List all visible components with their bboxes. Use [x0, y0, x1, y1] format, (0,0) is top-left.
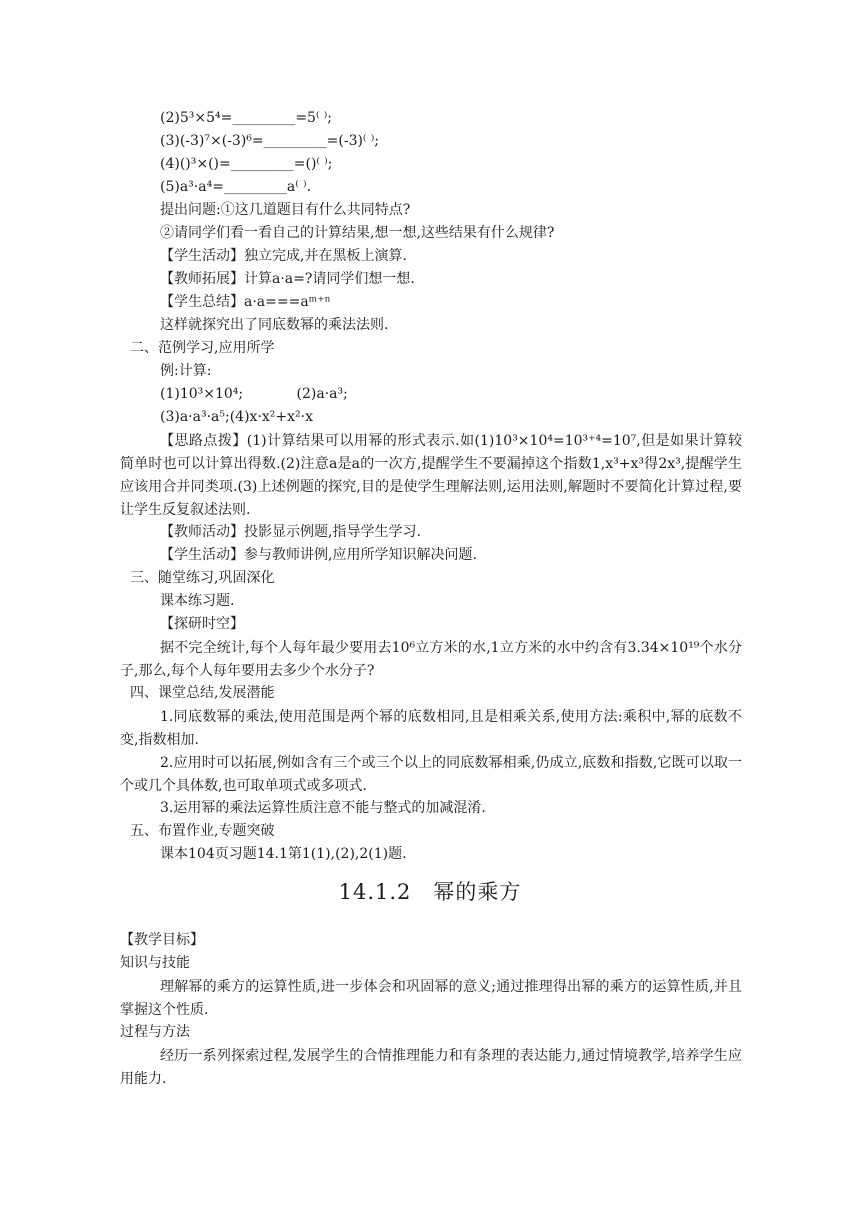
student-summary: 【学生总结】a·a===aᵐ⁺ⁿ — [160, 294, 331, 310]
exercise-line-2: (2)5³×5⁴=_________=5⁽ ⁾; — [160, 110, 333, 126]
homework: 课本104页习题14.1第1(1),(2),2(1)题. — [160, 846, 407, 862]
student-activity-1: 【学生活动】独立完成,并在黑板上演算. — [160, 248, 407, 264]
section-title: 14.1.2 幂的乘方 — [338, 880, 522, 904]
summary-point-1: 1.同底数幂的乘法,使用范围是两个幂的底数相同,且是相乘关系,使用方法:乘积中,幂的底数不变,指数相加. — [120, 709, 742, 748]
exercise-line-4: (4)()³×()=_________=()⁽ ⁾; — [160, 156, 333, 172]
law-statement: 这样就探究出了同底数幂的乘法法则. — [160, 317, 389, 333]
section-heading-2: 二、范例学习,应用所学 — [130, 340, 275, 356]
teacher-activity: 【教师活动】投影显示例题,指导学生学习. — [160, 524, 421, 540]
section-heading-5: 五、布置作业,专题突破 — [130, 823, 275, 839]
section-heading-4: 四、课堂总结,发展潜能 — [130, 685, 275, 701]
research-question: 据不完全统计,每个人每年最少要用去10⁶立方米的水,1立方米的水中约含有3.34×10¹⁹个水分子,那么,每个人每年要用去多少个水分子? — [120, 640, 742, 679]
thinking-tip: 【思路点拨】(1)计算结果可以用幂的形式表示.如(1)10³×10⁴=10³⁺⁴=10⁷,但是如果计算较简单时也可以计算出得数.(2)注意a是a的一次方,提醒学生不要漏掉这个指数1,x³+x³得2x³,提醒学生应该用合并同类项.(3)上述例题的探究,目的是使学生理解法则,运用法则,解题时不要简化计算过程,要让学生反复叙述法则. — [120, 433, 742, 518]
research-heading: 【探研时空】 — [160, 616, 244, 632]
summary-point-2: 2.应用时可以拓展,例如含有三个或三个以上的同底数幂相乘,仍成立,底数和指数,它既可以取一个或几个具体数,也可取单项式或多项式. — [120, 755, 742, 794]
exercise-line-3: (3)(-3)⁷×(-3)⁶=_________=(-3)⁽ ⁾; — [160, 133, 379, 149]
example-line-1: (1)10³×10⁴; (2)a·a³; — [160, 386, 348, 402]
process-method-text: 经历一系列探索过程,发展学生的合情推理能力和有条理的表达能力,通过情境教学,培养学生应用能力. — [120, 1048, 742, 1087]
process-method-heading: 过程与方法 — [120, 1024, 190, 1040]
teaching-goals-heading: 【教学目标】 — [120, 932, 204, 948]
exercise-line-5: (5)a³·a⁴=_________a⁽ ⁾. — [160, 179, 312, 195]
exercise-note: 课本练习题. — [160, 593, 235, 609]
knowledge-skills-text: 理解幂的乘方的运算性质,进一步体会和巩固幂的意义;通过推理得出幂的乘方的运算性质,并且掌握这个性质. — [120, 979, 742, 1018]
knowledge-skills-heading: 知识与技能 — [120, 955, 190, 971]
summary-point-3: 3.运用幂的乘法运算性质注意不能与整式的加减混淆. — [160, 800, 486, 816]
example-line-2: (3)a·a³·a⁵;(4)x·x²+x²·x — [160, 409, 313, 425]
example-intro: 例:计算: — [160, 363, 212, 379]
question-2: ②请同学们看一看自己的计算结果,想一想,这些结果有什么规律? — [160, 225, 555, 241]
section-heading-3: 三、随堂练习,巩固深化 — [130, 570, 275, 586]
student-activity-2: 【学生活动】参与教师讲例,应用所学知识解决问题. — [160, 547, 477, 563]
teacher-extension: 【教师拓展】计算a·a=?请同学们想一想. — [160, 271, 415, 287]
question-1: 提出问题:①这几道题目有什么共同特点? — [160, 202, 411, 218]
